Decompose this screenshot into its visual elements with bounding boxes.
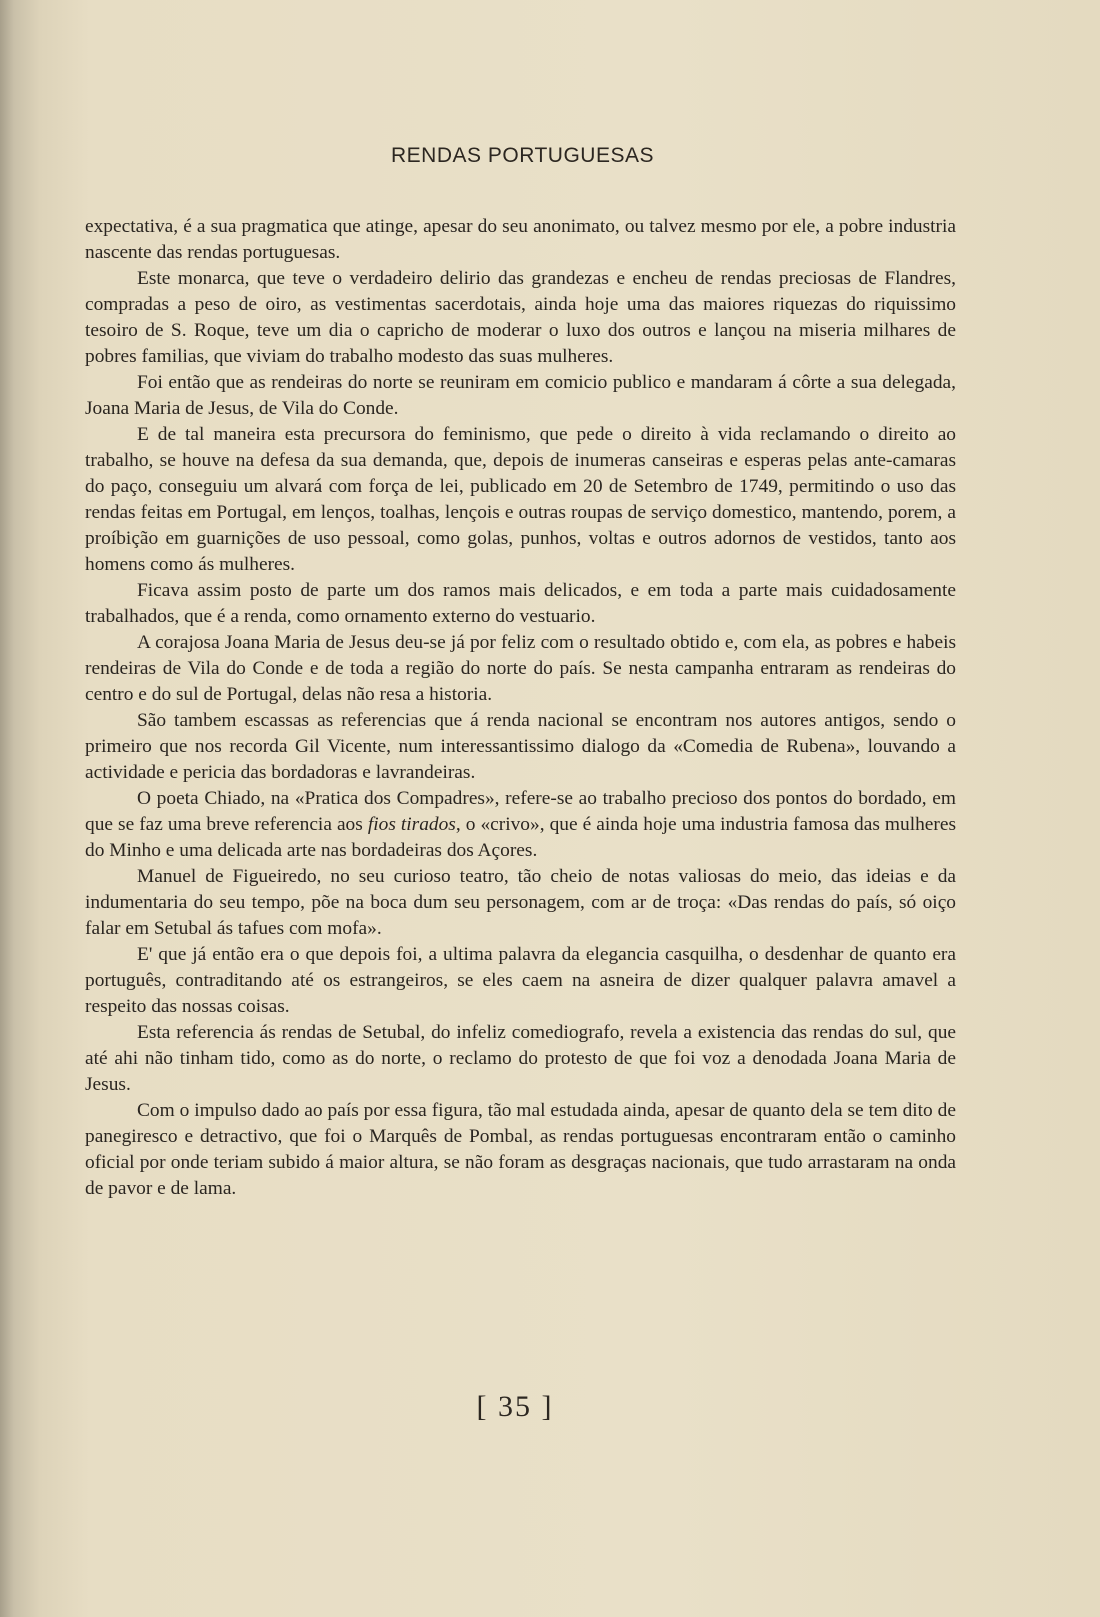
paragraph: Manuel de Figueiredo, no seu curioso teatro, tão cheio de notas valiosas do meio, das ideias e da indumentaria do seu tempo, põe na boca dum seu personagem, com ar de troça: «Das rendas do país, só oiço falar em Setubal ás tafues com mofa». [85,866,956,939]
paragraph: São tambem escassas as referencias que á renda nacional se encontram nos autores antigos, sendo o primeiro que nos recorda Gil Vicente, num interessantissimo dialogo da «Comedia de Rubena», louvando a actividade e pericia das bordadoras e lavrandeiras. [85,710,956,783]
body-text [85,214,956,1202]
paragraph: Este monarca, que teve o verdadeiro delirio das grandezas e encheu de rendas preciosas de Flandres, compradas a peso de oiro, as vestimentas sacerdotais, ainda hoje uma das maiores riquezas do riquissimo tesoiro de S. Roque, teve um dia o capricho de moderar o luxo dos outros e lançou na miseria milhares de pobres familias, que viviam do trabalho modesto das suas mulheres. [85,268,956,367]
page-number: [ 35 ] [476,1390,554,1423]
paragraph: Foi então que as rendeiras do norte se reuniram em comicio publico e mandaram á côrte a sua delegada, Joana Maria de Jesus, de Vila do Conde. [85,372,956,419]
paragraph [85,786,956,864]
paragraph-text: O poeta Chiado, na «Pratica dos Compadres», refere-se ao trabalho precioso dos pontos do bordado, em que se faz uma breve referencia aos [85,788,956,835]
paragraph: Ficava assim posto de parte um dos ramos mais delicados, e em toda a parte mais cuidadosamente trabalhados, que é a renda, como ornamento externo do vestuario. [85,580,956,627]
paragraph: E de tal maneira esta precursora do feminismo, que pede o direito à vida reclamando o direito ao trabalho, se houve na defesa da sua demanda, que, depois de inumeras canseiras e esperas pelas ante-camaras do paço, conseguiu um alvará com força de lei, publicado em 20 de Setembro de 1749, permitindo o uso das rendas feitas em Portugal, em lenços, toalhas, lençois e outras roupas de serviço domestico, mantendo, porem, a proíbição em guarnições de uso pessoal, como golas, punhos, voltas e outros adornos de vestidos, tanto aos homens como ás mulheres. [85,424,956,575]
paragraph: E' que já então era o que depois foi, a ultima palavra da elegancia casquilha, o desdenhar de quanto era português, contraditando até os estrangeiros, se eles caem na asneira de dizer qualquer palavra amavel a respeito das nossas coisas. [85,944,956,1017]
paragraph: expectativa, é a sua pragmatica que atinge, apesar do seu anonimato, ou talvez mesmo por ele, a pobre industria nascente das rendas portuguesas. [85,216,956,263]
italic-term: fios tirados [367,814,456,835]
paragraph: Com o impulso dado ao país por essa figura, tão mal estudada ainda, apesar de quanto dela se tem dito de panegiresco e detractivo, que foi o Marquês de Pombal, as rendas portuguesas encontraram então o caminho oficial por onde teriam subido á maior altura, se não foram as desgraças nacionais, que tudo arrastaram na onda de pavor e de lama. [85,1100,956,1199]
paragraph: Esta referencia ás rendas de Setubal, do infeliz comediografo, revela a existencia das rendas do sul, que até ahi não tinham tido, como as do norte, o reclamo do protesto de que foi voz a denodada Joana Maria de Jesus. [85,1022,956,1095]
paragraph-text: , o «crivo», que é ainda hoje uma industria famosa das mulheres do Minho e uma delicada arte nas bordadeiras dos Açores. [85,814,956,861]
paragraph: A corajosa Joana Maria de Jesus deu-se já por feliz com o resultado obtido e, com ela, as pobres e habeis rendeiras de Vila do Conde e de toda a região do norte do país. Se nesta campanha entraram as rendeiras do centro e do sul de Portugal, delas não resa a historia. [85,632,956,705]
running-title: RENDAS PORTUGUESAS [391,144,654,167]
